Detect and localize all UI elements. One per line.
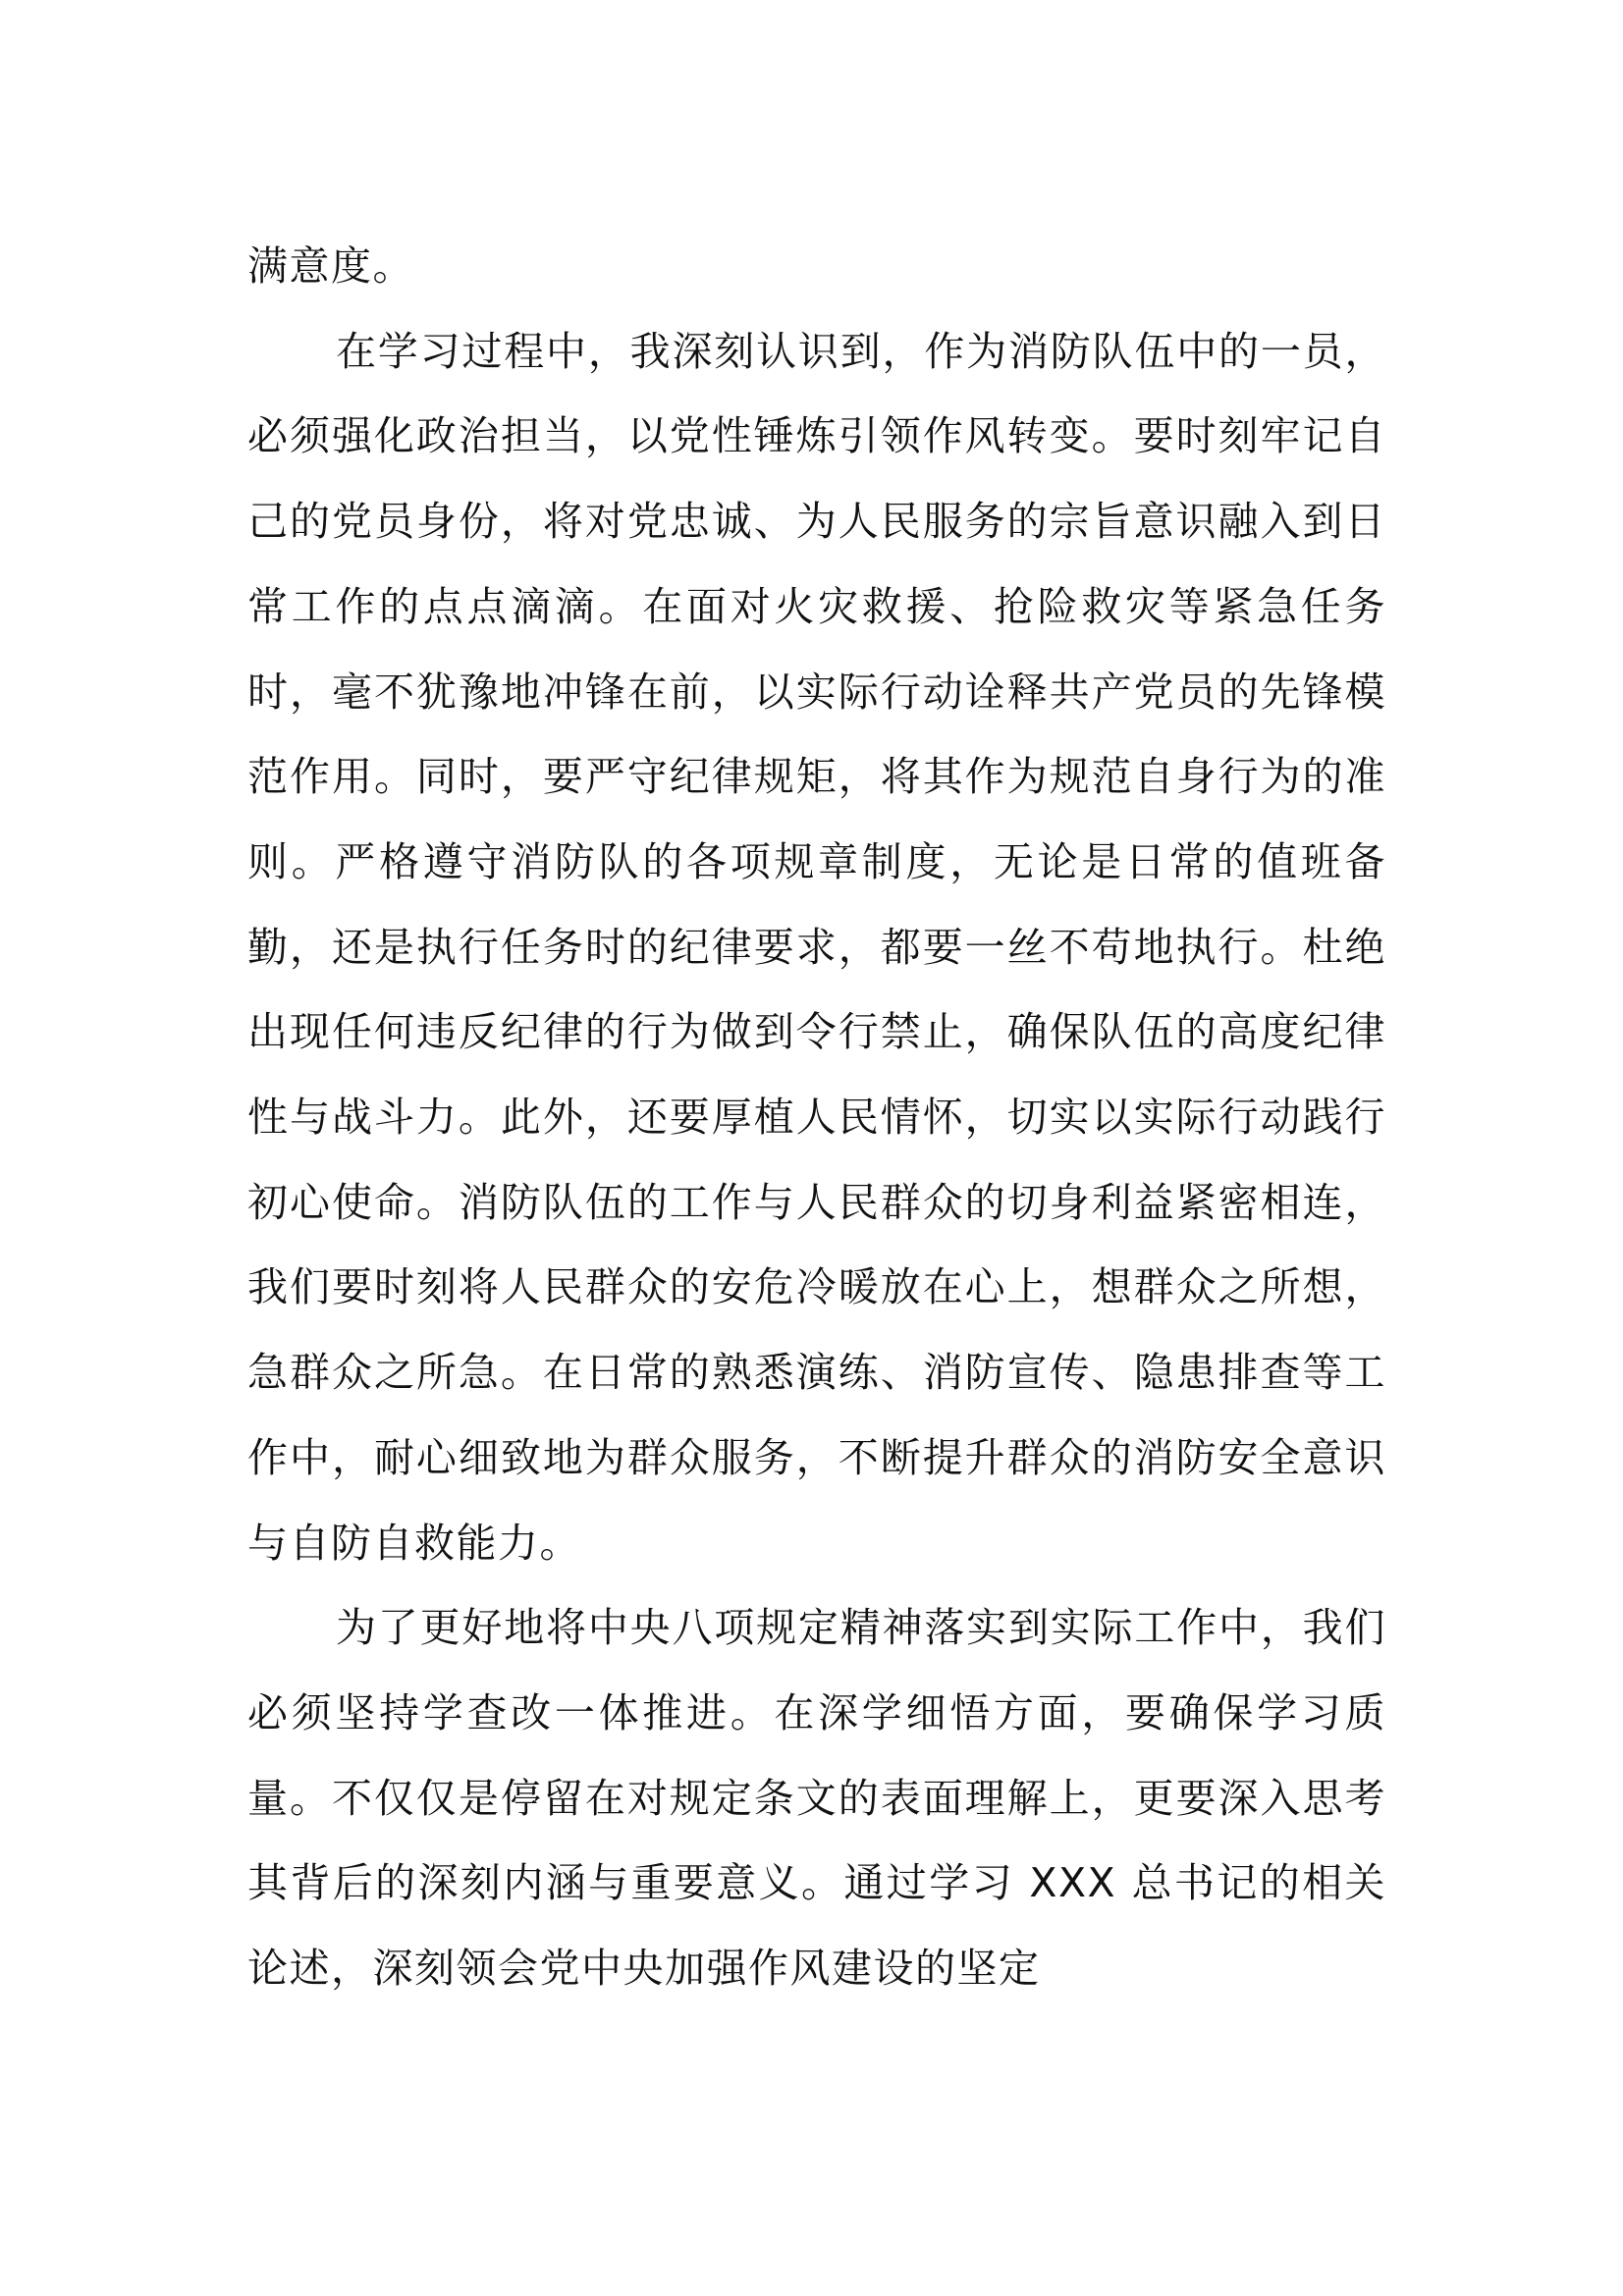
paragraph-continuation: 满意度。 — [247, 242, 414, 290]
paragraph-political-responsibility: 在学习过程中，我深刻认识到，作为消防队伍中的一员，必须强化政治担当，以党性锤炼引领作风转变。要时刻牢记自己的党员身份，将对党忠诚、为人民服务的宗旨意识融入到日常工作的点点滴滴。在面对火灾救援、抢险救灾等紧急任务时，毫不犹豫地冲锋在前，以实际行动诠释共产党员的先锋模范作用。同时，要严守纪律规矩，将其作为规范自身行为的准则。严格遵守消防队的各项规章制度，无论是日常的值班备勤，还是执行任务时的纪律要求，都要一丝不苟地执行。杜绝出现任何违反纪律的行为做到令行禁止，确保队伍的高度纪律性与战斗力。此外，还要厚植人民情怀，切实以实际行动践行初心使命。消防队伍的工作与人民群众的切身利益紧密相连，我们要时刻将人民群众的安危冷暖放在心上，想群众之所想，急群众之所急。在日常的熟悉演练、消防宣传、隐患排查等工作中，耐心细致地为群众服务，不断提升群众的消防安全意识与自防自救能力。 — [247, 327, 1386, 1567]
document-body — [247, 224, 1386, 2011]
paragraph-study-check-correct: 为了更好地将中央八项规定精神落实到实际工作中，我们必须坚持学查改一体推进。在深学细悟方面，要确保学习质量。不仅仅是停留在对规定条文的表面理解上，更要深入思考其背后的深刻内涵与重要意义。通过学习 XXX 总书记的相关论述，深刻领会党中央加强作风建设的坚定 — [247, 1604, 1386, 1993]
